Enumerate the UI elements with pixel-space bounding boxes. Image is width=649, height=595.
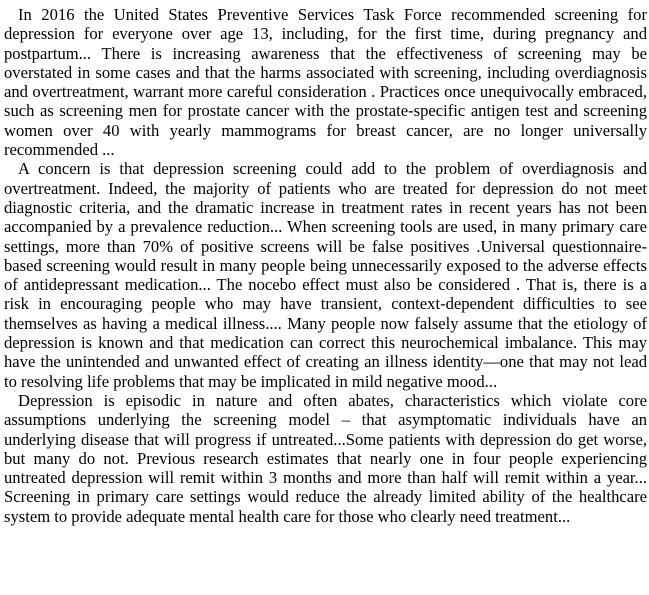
paragraph-3: Depression is episodic in nature and often abates, characteristics which violate core assumptions underlying the screening model – that asymptomatic individuals have an underlying disease that will progress if untreated...Some patients with depression do get worse, but many do not. Previous research estimates that nearly one in four people experiencing untreated depression will remit within 3 months and more than half will remit within a year... Screening in primary care settings would reduce the already limited ability of the healthcare system to provide adequate mental health care for those who clearly need treatment... [4,390,647,526]
paragraph-1: In 2016 the United States Preventive Services Task Force recommended screening for depression for everyone over age 13, including, for the first time, during pregnancy and postpartum... There is increasing awareness that the effectiveness of screening may be overstated in some cases and that the harms associated with screening, including overdiagnosis and overtreatment, warrant more careful consideration . Practices once unequivocally embraced, such as screening men for prostate cancer with the prostate-specific antigen test and screening women over 40 with yearly mammograms for breast cancer, are no longer universally recommended ... [4,5,647,160]
paragraph-2: A concern is that depression screening could add to the problem of overdiagnosis and overtreatment. Indeed, the majority of patients who are treated for depression do not meet diagnostic criteria, and the dramatic increase in treatment rates in recent years has not been accompanied by a prevalence reduction... When screening tools are used, in many primary care settings, more than 70% of positive screens will be false positives .Universal questionnaire-based screening would result in many people being unnecessarily exposed to the adverse effects of antidepressant medication... The nocebo effect must also be considered . That is, there is a risk in encouraging people who may have transient, context-dependent difficulties to see themselves as having a medical illness.... Many people now falsely assume that the etiology of depression is known and that medication can correct this neurochemical imbalance. This may have the unintended and unwanted effect of creating an illness identity—one that may not lead to resolving life problems that may be implicated in mild negative mood... [4,159,647,391]
